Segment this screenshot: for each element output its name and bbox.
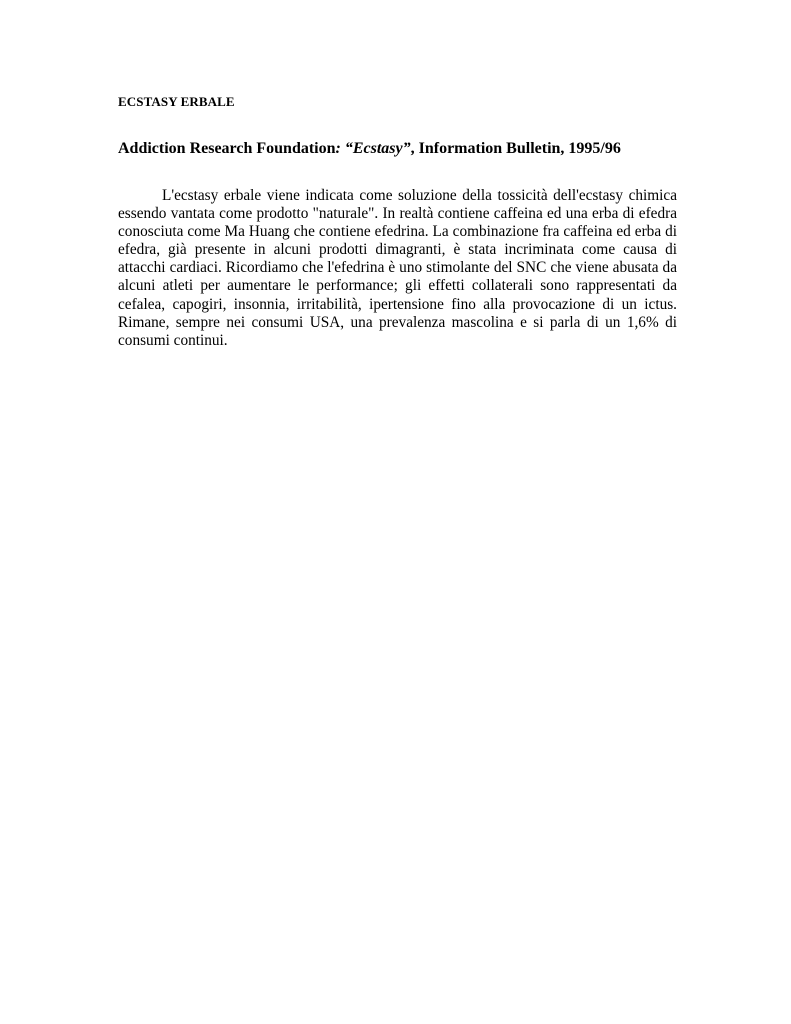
citation-rest: , Information Bulletin, 1995/96 (410, 140, 621, 157)
citation-title: “Ecstasy” (344, 140, 411, 157)
citation-source: Addiction Research Foundation (118, 140, 336, 157)
body-paragraph: L'ecstasy erbale viene indicata come soluzione della tossicità dell'ecstasy chimica essendo vantata come prodotto "naturale". In realtà contiene caffeina ed una erba di efedra conosciuta come Ma Huang che contiene efedrina. La combinazione fra caffeina ed erba di efedra, già presente in alcuni prodotti dimagranti, è stata incriminata come causa di attacchi cardiaci. Ricordiamo che l'efedrina è uno stimolante del SNC che viene abusata da alcuni atleti per aumentare le performance; gli effetti collaterali sono rappresentati da cefalea, capogiri, insonnia, irritabilità, ipertensione fino alla provocazione di un ictus. Rimane, sempre nei consumi USA, una prevalenza mascolina e si parla di un 1,6% di consumi continui. (118, 187, 677, 349)
section-label: ECSTASY ERBALE (118, 94, 235, 109)
citation-separator: : (335, 140, 345, 157)
citation-heading (118, 140, 621, 158)
